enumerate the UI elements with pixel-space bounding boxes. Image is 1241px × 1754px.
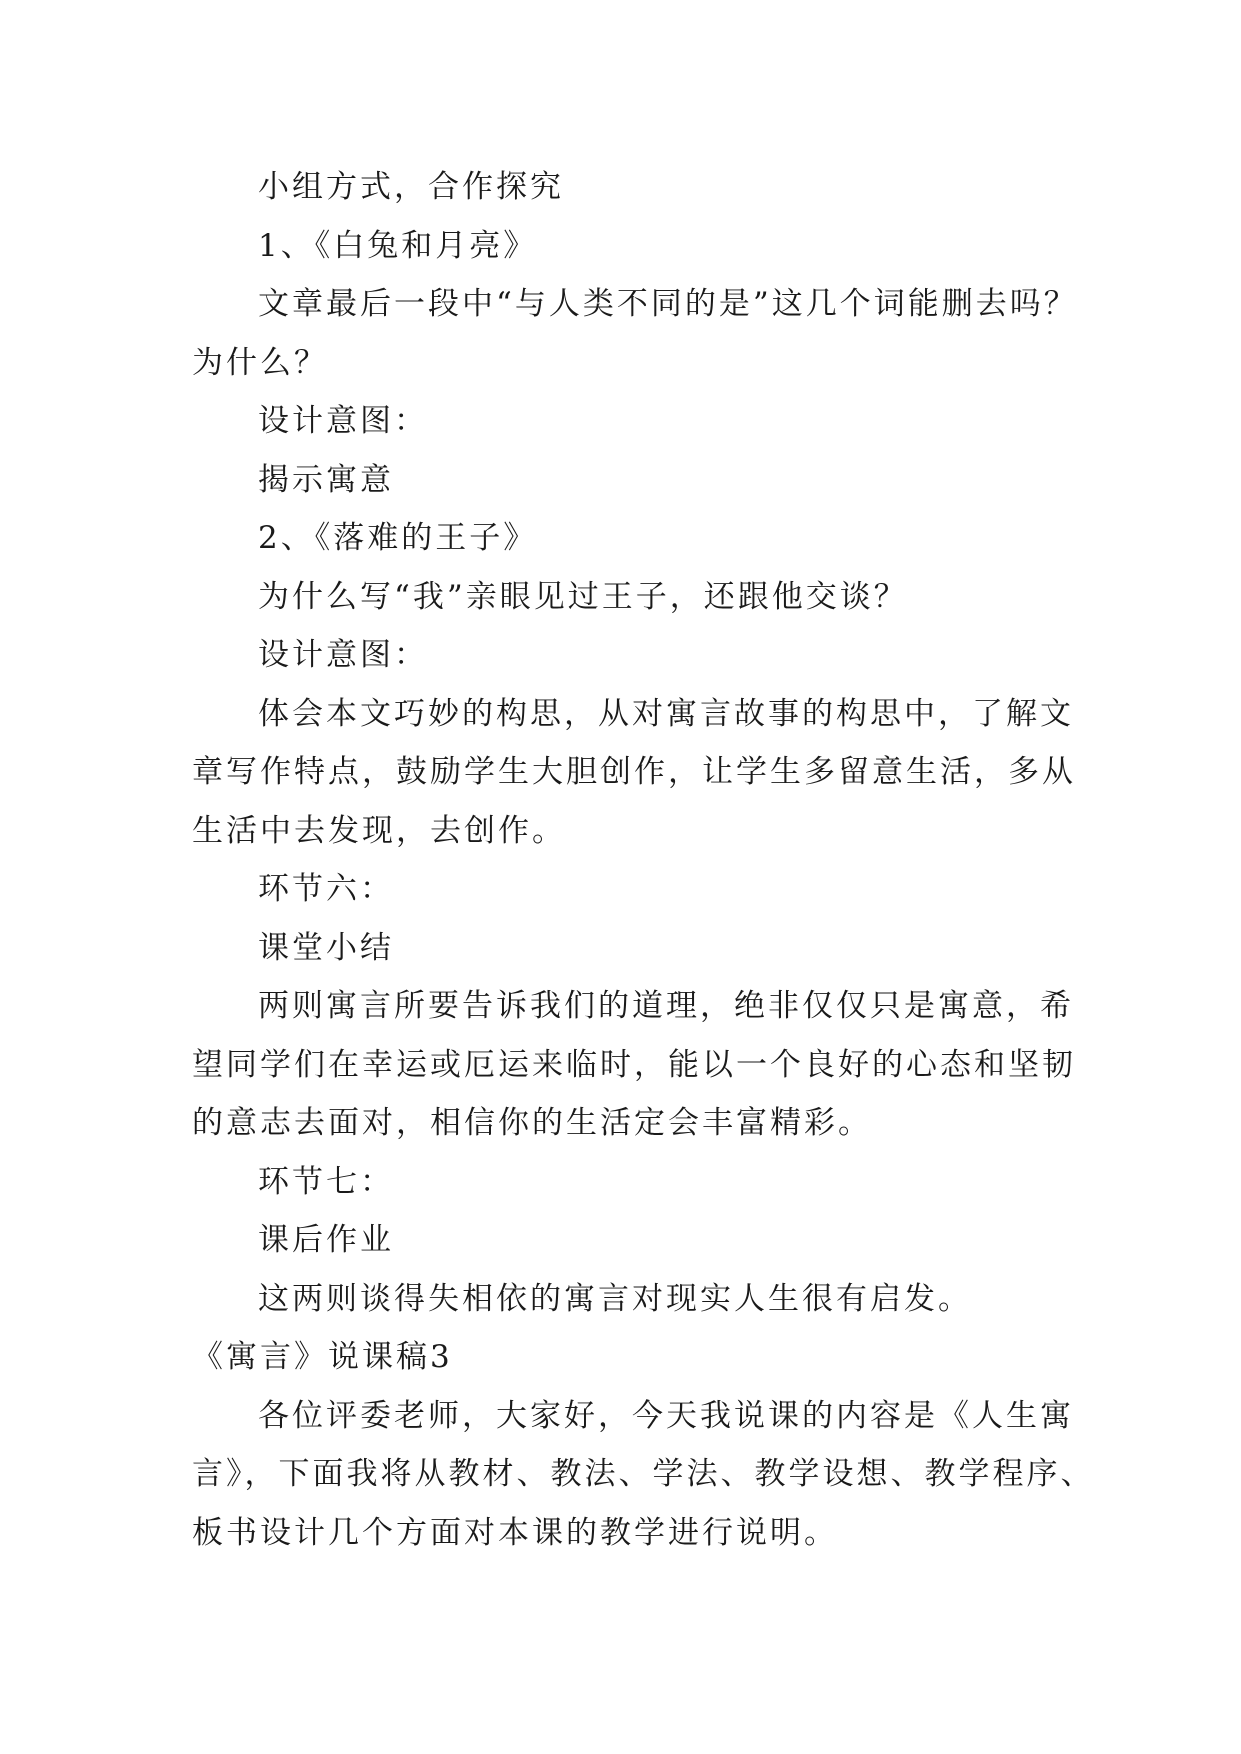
section-label: 设计意图： <box>258 403 428 439</box>
paragraph-line: 两则寓言所要告诉我们的道理，绝非仅仅只是寓意，希 <box>258 988 1074 1024</box>
section-label: 环节六： <box>258 871 394 907</box>
paragraph-line: 文章最后一段中“与人类不同的是”这几个词能删去吗？ <box>258 286 1078 322</box>
paragraph-line: 这两则谈得失相依的寓言对现实人生很有启发。 <box>258 1280 972 1317</box>
paragraph-line: 板书设计几个方面对本课的教学进行说明。 <box>192 1514 838 1551</box>
section-label: 设计意图： <box>258 637 428 673</box>
paragraph-line: 生活中去发现，去创作。 <box>192 812 566 849</box>
document-body <box>192 158 1095 1562</box>
paragraph-line: 课堂小结 <box>258 929 394 966</box>
paragraph-line: 为什么？ <box>192 344 328 381</box>
paragraph-line: 体会本文巧妙的构思，从对寓言故事的构思中，了解文 <box>258 695 1074 732</box>
section-heading: 《寓言》说课稿3 <box>192 1339 453 1375</box>
paragraph-line: 的意志去面对，相信你的生活定会丰富精彩。 <box>192 1105 872 1141</box>
paragraph-line: 言》，下面我将从教材、教法、学法、教学设想、教学程序、 <box>192 1456 1095 1492</box>
paragraph-line: 章写作特点，鼓励学生大胆创作，让学生多留意生活，多从 <box>192 754 1076 790</box>
paragraph-line: 各位评委老师，大家好，今天我说课的内容是《人生寓 <box>258 1397 1074 1434</box>
paragraph-line: 为什么写“我”亲眼见过王子，还跟他交谈？ <box>258 578 908 615</box>
paragraph-line: 课后作业 <box>258 1222 394 1258</box>
paragraph-line: 1、《白兔和月亮》 <box>258 227 538 264</box>
paragraph-line: 望同学们在幸运或厄运来临时，能以一个良好的心态和坚韧 <box>192 1046 1076 1083</box>
section-label: 环节七： <box>258 1163 394 1200</box>
paragraph-line: 揭示寓意 <box>258 461 394 498</box>
paragraph-line: 2、《落难的王子》 <box>258 520 538 556</box>
paragraph-line: 小组方式，合作探究 <box>258 169 564 205</box>
